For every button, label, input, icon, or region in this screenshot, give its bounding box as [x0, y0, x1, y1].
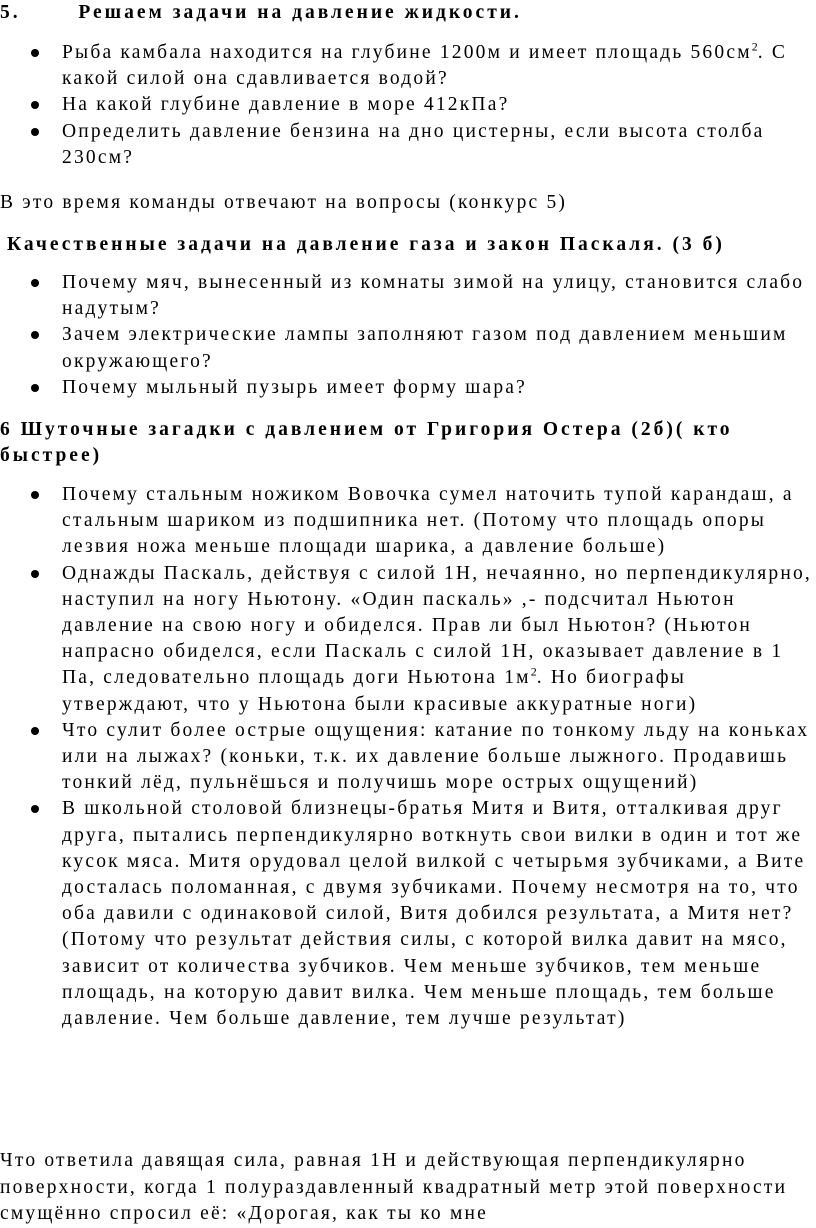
section-6-heading: 6 Шуточные загадки с давлением от Григория Остера (2б)( кто быстрее) — [0, 419, 733, 466]
bullet-icon — [30, 796, 42, 822]
bullet-icon — [30, 270, 42, 296]
list-item: На какой глубине давление в море 412кПа? — [0, 92, 816, 118]
section-5-heading — [0, 0, 816, 26]
section-5-list — [0, 40, 816, 171]
bullet-icon — [30, 375, 42, 401]
section-5-number: 5. — [0, 2, 21, 23]
bullet-icon — [30, 119, 42, 145]
bullet-icon — [30, 561, 42, 587]
list-item: Однажды Паскаль, действуя с силой 1Н, нечаянно, но перпендикулярно, наступил на ногу Ньютону. «Один паскаль» ,- подсчитал Ньютон давление на свою ногу и обиделся. Прав ли был Ньютон? (Ньютон напрасно обиделся, если Паскаль с силой 1Н, оказывает давление в 1 Па, следовательно площадь доги Ньютона $1м^2$. Но биографы утверждают, что у Ньютона были красивые аккуратные ноги) — [0, 561, 816, 718]
list-item: Определить давление бензина на дно цистерны, если высота столба 230см? — [0, 119, 816, 171]
contest-note: В это время команды отвечают на вопросы (конкурс 5) — [0, 192, 568, 213]
bullet-icon — [30, 718, 42, 744]
list-item: Почему мыльный пузырь имеет форму шара? — [0, 375, 816, 401]
bullet-icon — [30, 40, 42, 66]
section-6-list — [0, 482, 816, 1032]
bullet-icon — [30, 322, 42, 348]
list-item: Почему мяч, вынесенный из комнаты зимой на улицу, становится слабо надутым? — [0, 270, 816, 322]
list-item: Зачем электрические лампы заполняют газом под давлением меньшим окружающего? — [0, 322, 816, 374]
qualitative-list — [0, 270, 816, 401]
bullet-icon — [30, 92, 42, 118]
bullet-icon — [30, 482, 42, 508]
list-item: Что сулит более острые ощущения: катание по тонкому льду на коньках или на лыжах? (коньки, т.к. их давление больше лыжного. Продавишь тонкий лёд, пульнёшься и получишь море острых ощущений) — [0, 718, 816, 797]
qualitative-section-heading: Качественные задачи на давление газа и закон Паскаля. (3 б) — [7, 234, 725, 255]
closing-paragraph: Что ответила давящая сила, равная 1Н и действующая перпендикулярно поверхности, когда 1 полураздавленный квадратный метр этой поверхности смущённо спросил её: «Дорогая, как ты ко мне — [0, 1150, 788, 1224]
list-item: Почему стальным ножиком Вовочка сумел наточить тупой карандаш, а стальным шариком из подшипника нет. (Потому что площадь опоры лезвия ножа меньше площади шарика, а давление больше) — [0, 482, 816, 561]
list-item: В школьной столовой близнецы-братья Митя и Витя, отталкивая друг друга, пытались перпендикулярно воткнуть свои вилки в один и тот же кусок мяса. Митя орудовал целой вилкой с четырьмя зубчиками, а Вите досталась поломанная, с двумя зубчиками. Почему несмотря на то, что оба давили с одинаковой силой, Витя добился результата, а Митя нет? (Потому что результат действия силы, с которой вилка давит на мясо, зависит от количества зубчиков. Чем меньше зубчиков, тем меньше площадь, на которую давит вилка. Чем меньше площадь, тем больше давление. Чем больше давление, тем лучше результат) — [0, 796, 816, 1032]
section-5-title: Решаем задачи на давление жидкости. — [78, 2, 522, 23]
list-item: Рыба камбала находится на глубине 1200м и имеет площадь $560см^2$. С какой силой она сдавливается водой? — [0, 40, 816, 92]
